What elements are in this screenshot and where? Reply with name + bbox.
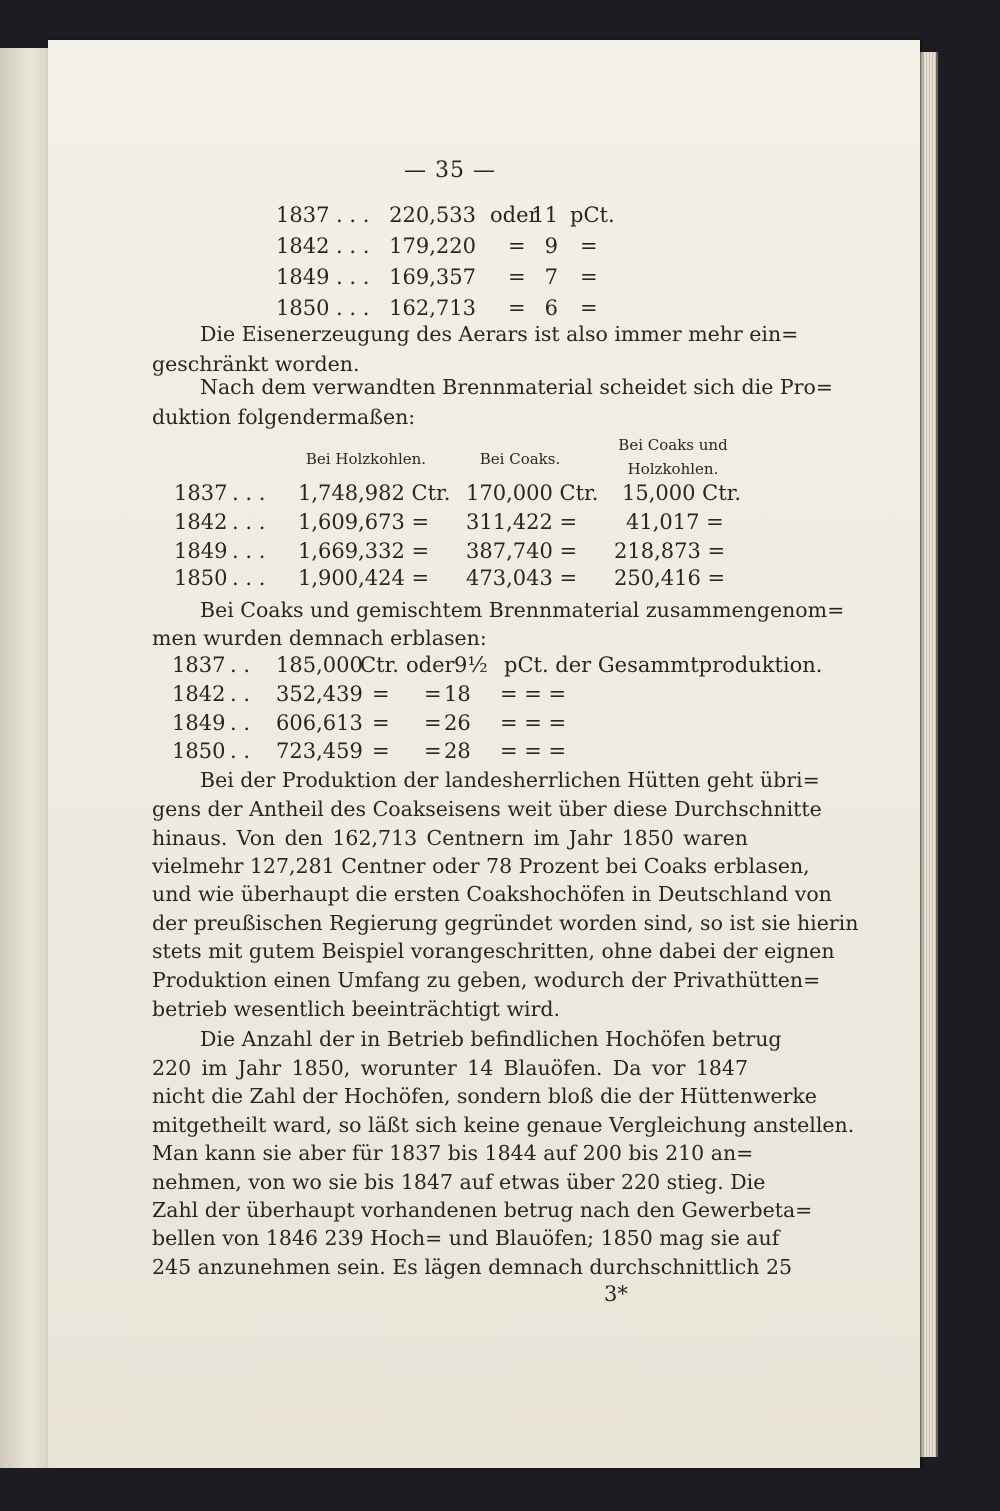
text-line: hinaus. Von den 162,713 Centnern im Jahr 1850 waren	[152, 826, 748, 850]
text-line: 245 anzunehmen sein. Es lägen demnach durchschnittlich 25	[152, 1255, 793, 1279]
mixed-value: 250,416 =	[614, 566, 726, 590]
percent: 6	[544, 296, 558, 320]
year: 1850	[174, 566, 228, 590]
year: 1837	[276, 203, 330, 227]
dots: . .	[230, 739, 251, 763]
percent: 7	[544, 265, 558, 289]
dots: . . .	[232, 510, 266, 534]
percent: 28	[444, 739, 471, 763]
signature-mark: 3*	[604, 1282, 628, 1306]
year: 1842	[172, 682, 226, 706]
amount: 179,220	[389, 234, 476, 258]
page-fore-edge	[918, 52, 938, 1457]
text-line: Die Eisenerzeugung des Aerars ist also immer mehr ein=	[200, 322, 799, 346]
unit: pCt.	[570, 203, 615, 227]
dots: . . .	[336, 203, 370, 227]
coaks-value: 170,000 Ctr.	[466, 481, 599, 505]
year: 1837	[172, 653, 226, 677]
amount: 220,533	[389, 203, 476, 227]
conjunction: oder	[490, 203, 539, 227]
column-header: Bei Coaks.	[479, 450, 561, 468]
percent: 9½	[454, 653, 488, 677]
mixed-value: 218,873 =	[614, 539, 726, 563]
text-line: Zahl der überhaupt vorhandenen betrug nach den Gewerbeta=	[152, 1198, 813, 1222]
page-number: — 35 —	[404, 158, 496, 183]
amount: 169,357	[389, 265, 476, 289]
year: 1850	[276, 296, 330, 320]
conjunction: =	[508, 265, 526, 289]
column-header: Bei Coaks und	[618, 436, 728, 454]
dots: . .	[230, 653, 251, 677]
holzkohlen-value: 1,748,982 Ctr.	[298, 481, 451, 505]
dots: . .	[230, 682, 251, 706]
unit: =	[372, 711, 390, 735]
text-line: Bei der Produktion der landesherrlichen Hütten geht übri=	[200, 768, 820, 792]
percent: 11	[531, 203, 558, 227]
year: 1842	[174, 510, 228, 534]
holzkohlen-value: 1,669,332 =	[298, 539, 430, 563]
text-line: men wurden demnach erblasen:	[152, 626, 487, 650]
text-line: Produktion einen Umfang zu geben, wodurch der Privathütten=	[152, 968, 821, 992]
amount: 185,000	[276, 653, 363, 677]
text-line: Man kann sie aber für 1837 bis 1844 auf 200 bis 210 an=	[152, 1141, 754, 1165]
mixed-value: 15,000 Ctr.	[622, 481, 742, 505]
year: 1842	[276, 234, 330, 258]
mixed-value: 41,017 =	[626, 510, 724, 534]
coaks-value: 311,422 =	[466, 510, 578, 534]
unit: =	[580, 265, 598, 289]
unit: Ctr.	[360, 653, 399, 677]
coaks-value: 387,740 =	[466, 539, 578, 563]
text-line: der preußischen Regierung gegründet worden sind, so ist sie hierin	[152, 911, 859, 935]
conjunction: =	[424, 682, 442, 706]
text-line: geschränkt worden.	[152, 352, 360, 376]
text-line: vielmehr 127,281 Centner oder 78 Prozent bei Coaks erblasen,	[152, 854, 810, 878]
text-line: nicht die Zahl der Hochöfen, sondern bloß die der Hüttenwerke	[152, 1084, 817, 1108]
dots: . . .	[336, 234, 370, 258]
text-line: bellen von 1846 239 Hoch= und Blauöfen; 1850 mag sie auf	[152, 1226, 780, 1250]
facing-page-edge	[0, 48, 52, 1468]
year: 1849	[172, 711, 226, 735]
amount: 723,459	[276, 739, 363, 763]
unit: =	[372, 682, 390, 706]
holzkohlen-value: 1,609,673 =	[298, 510, 430, 534]
text-line: mitgetheilt ward, so läßt sich keine genaue Vergleichung anstellen.	[152, 1113, 855, 1137]
dots: . .	[230, 711, 251, 735]
text-line: duktion folgendermaßen:	[152, 405, 416, 429]
unit: =	[580, 234, 598, 258]
conjunction: =	[508, 234, 526, 258]
dots: . . .	[336, 296, 370, 320]
row-tail: pCt. der Gesammtproduktion.	[504, 653, 823, 677]
text-line: nehmen, von wo sie bis 1847 auf etwas über 220 stieg. Die	[152, 1170, 766, 1194]
conjunction: =	[424, 739, 442, 763]
year: 1849	[174, 539, 228, 563]
text-line: und wie überhaupt die ersten Coakshochöfen in Deutschland von	[152, 882, 832, 906]
amount: 352,439	[276, 682, 363, 706]
text-line: Die Anzahl der in Betrieb befindlichen Hochöfen betrug	[200, 1027, 782, 1051]
unit: =	[372, 739, 390, 763]
year: 1849	[276, 265, 330, 289]
amount: 162,713	[389, 296, 476, 320]
dots: . . .	[232, 566, 266, 590]
year: 1850	[172, 739, 226, 763]
text-line: gens der Antheil des Coakseisens weit über diese Durchschnitte	[152, 797, 822, 821]
text-line: stets mit gutem Beispiel vorangeschritten, ohne dabei der eignen	[152, 939, 835, 963]
conjunction: =	[508, 296, 526, 320]
unit: =	[580, 296, 598, 320]
dots: . . .	[336, 265, 370, 289]
dots: . . .	[232, 481, 266, 505]
dots: . . .	[232, 539, 266, 563]
holzkohlen-value: 1,900,424 =	[298, 566, 430, 590]
text-line: betrieb wesentlich beeinträchtigt wird.	[152, 997, 561, 1021]
coaks-value: 473,043 =	[466, 566, 578, 590]
text-line: 220 im Jahr 1850, worunter 14 Blauöfen. Da vor 1847	[152, 1056, 748, 1080]
column-header: Holzkohlen.	[627, 460, 719, 478]
row-tail: = = =	[500, 711, 567, 735]
column-header: Bei Holzkohlen.	[305, 450, 427, 468]
year: 1837	[174, 481, 228, 505]
conjunction: oder	[406, 653, 455, 677]
percent: 26	[444, 711, 471, 735]
percent: 9	[544, 234, 558, 258]
percent: 18	[444, 682, 471, 706]
amount: 606,613	[276, 711, 363, 735]
row-tail: = = =	[500, 682, 567, 706]
conjunction: =	[424, 711, 442, 735]
text-line: Bei Coaks und gemischtem Brennmaterial zusammengenom=	[200, 598, 845, 622]
row-tail: = = =	[500, 739, 567, 763]
text-line: Nach dem verwandten Brennmaterial scheidet sich die Pro=	[200, 375, 833, 399]
